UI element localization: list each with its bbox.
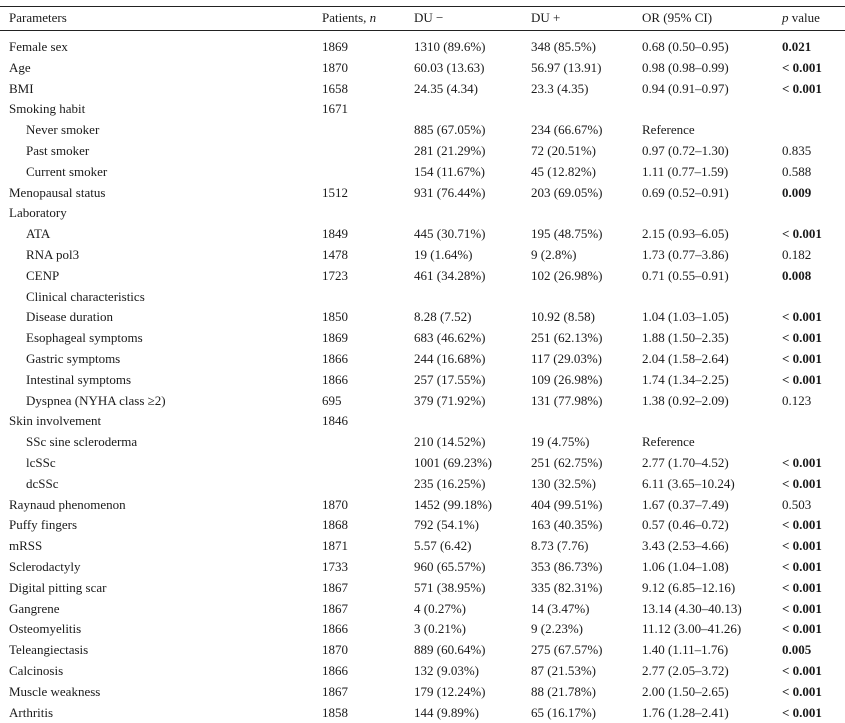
table-row <box>0 557 845 578</box>
row-or: Reference <box>642 434 695 450</box>
row-du-plus: 87 (21.53%) <box>531 663 596 678</box>
row-patients: 1671 <box>322 101 348 117</box>
row-p-value: 0.182 <box>782 247 812 262</box>
table-row <box>0 578 845 599</box>
row-parameter: Gastric symptoms <box>26 351 121 366</box>
row-patients: 1478 <box>322 247 348 262</box>
row-patients: 1871 <box>322 538 348 554</box>
row-p-value: < 0.001 <box>782 663 822 678</box>
row-patients: 1733 <box>322 559 348 574</box>
row-parameter: Never smoker <box>26 122 100 138</box>
row-patients: 1868 <box>322 517 348 533</box>
row-or: 2.00 (1.50–2.65) <box>642 683 729 699</box>
row-du-plus: 404 (99.51%) <box>531 496 603 512</box>
row-parameter: Menopausal status <box>9 184 106 200</box>
row-or: 1.38 (0.92–2.09) <box>642 392 729 408</box>
row-p-value: 0.021 <box>782 39 812 54</box>
table-row <box>0 266 845 287</box>
row-parameter: Smoking habit <box>9 101 86 117</box>
row-parameter: Esophageal symptoms <box>26 330 143 346</box>
row-patients: 1858 <box>322 704 348 720</box>
table-row <box>0 141 845 162</box>
table-row <box>0 245 845 266</box>
row-p-value: 0.008 <box>782 267 812 283</box>
row-du-plus: 353 (86.73%) <box>531 559 603 574</box>
row-du-minus: 1310 (89.6%) <box>414 39 486 54</box>
row-du-plus: 65 (16.17%) <box>531 704 596 720</box>
row-parameter: Muscle weakness <box>9 683 101 699</box>
row-parameter: Raynaud phenomenon <box>9 496 126 512</box>
row-or: 9.12 (6.85–12.16) <box>642 579 736 595</box>
row-du-minus: 154 (11.67%) <box>414 163 486 179</box>
row-p-value: < 0.001 <box>782 538 822 554</box>
row-parameter: SSc sine scleroderma <box>26 434 138 450</box>
row-p-value: < 0.001 <box>782 330 822 346</box>
row-or: 2.15 (0.93–6.05) <box>642 226 729 242</box>
row-du-plus: 10.92 (8.58) <box>531 309 595 325</box>
header-p-value <box>782 7 820 29</box>
row-p-value: 0.005 <box>782 642 812 658</box>
row-patients: 1867 <box>322 600 348 616</box>
row-p-value: < 0.001 <box>782 621 822 637</box>
row-or: 13.14 (4.30–40.13) <box>642 600 742 616</box>
row-parameter: mRSS <box>9 538 43 554</box>
row-patients: 1512 <box>322 184 348 200</box>
row-p-value: 0.503 <box>782 496 812 512</box>
row-or: 2.04 (1.58–2.64) <box>642 351 729 366</box>
row-du-minus: 683 (46.62%) <box>414 330 486 346</box>
row-parameter: Dyspnea (NYHA class ≥2) <box>26 392 166 408</box>
row-du-plus: 348 (85.5%) <box>531 39 596 54</box>
row-or: 1.76 (1.28–2.41) <box>642 704 729 720</box>
row-parameter: Gangrene <box>9 600 60 616</box>
table-row <box>0 619 845 640</box>
row-du-plus: 8.73 (7.76) <box>531 538 589 554</box>
table-row <box>0 287 845 308</box>
row-patients: 1869 <box>322 330 348 346</box>
row-p-value: < 0.001 <box>782 559 822 574</box>
row-parameter: Intestinal symptoms <box>26 371 132 387</box>
row-p-value: < 0.001 <box>782 579 822 595</box>
row-du-minus: 960 (65.57%) <box>414 559 486 574</box>
row-p-value: 0.123 <box>782 392 812 408</box>
row-p-value: < 0.001 <box>782 600 822 616</box>
row-p-value: < 0.001 <box>782 455 822 470</box>
header-du-minus: DU − <box>414 10 444 25</box>
row-parameter: Sclerodactyly <box>9 559 81 574</box>
row-du-plus: 109 (26.98%) <box>531 371 603 387</box>
row-patients: 1867 <box>322 579 348 595</box>
table-row <box>0 79 845 100</box>
row-p-value: < 0.001 <box>782 351 822 366</box>
row-or: 1.06 (1.04–1.08) <box>642 559 729 574</box>
table-row <box>0 307 845 328</box>
row-du-minus: 210 (14.52%) <box>414 434 486 450</box>
row-p-value: < 0.001 <box>782 80 822 96</box>
row-du-plus: 23.3 (4.35) <box>531 80 589 96</box>
table-row <box>0 203 845 224</box>
row-du-plus: 335 (82.31%) <box>531 579 603 595</box>
row-du-minus: 235 (16.25%) <box>414 475 486 491</box>
row-du-minus: 461 (34.28%) <box>414 267 486 283</box>
row-or: 1.73 (0.77–3.86) <box>642 247 729 262</box>
row-patients: 1723 <box>322 267 348 283</box>
row-du-minus: 1452 (99.18%) <box>414 496 492 512</box>
row-du-plus: 102 (26.98%) <box>531 267 603 283</box>
row-parameter: Clinical characteristics <box>26 288 145 304</box>
table-row <box>0 391 845 412</box>
row-p-value: < 0.001 <box>782 371 822 387</box>
row-parameter: Calcinosis <box>9 663 64 678</box>
row-du-plus: 72 (20.51%) <box>531 143 596 158</box>
row-parameter: Teleangiectasis <box>9 642 89 658</box>
table-row <box>0 474 845 495</box>
row-or: 11.12 (3.00–41.26) <box>642 621 742 637</box>
row-parameter: RNA pol3 <box>26 247 80 262</box>
row-parameter: Puffy fingers <box>9 517 78 533</box>
row-parameter: Female sex <box>9 39 68 54</box>
row-parameter: Age <box>9 59 31 75</box>
row-p-value: < 0.001 <box>782 683 822 699</box>
row-patients: 1869 <box>322 39 348 54</box>
row-or: 0.57 (0.46–0.72) <box>642 517 729 533</box>
row-p-value: < 0.001 <box>782 226 822 242</box>
table-row <box>0 703 845 723</box>
row-du-minus: 571 (38.95%) <box>414 579 486 595</box>
row-patients: 695 <box>322 392 342 408</box>
row-parameter: Current smoker <box>26 163 108 179</box>
row-du-minus: 19 (1.64%) <box>414 247 473 262</box>
row-parameter: dcSSc <box>26 475 59 491</box>
row-du-plus: 9 (2.8%) <box>531 247 577 262</box>
row-du-plus: 14 (3.47%) <box>531 600 590 616</box>
row-parameter: Arthritis <box>9 704 54 720</box>
row-parameter: Laboratory <box>9 205 67 221</box>
row-patients: 1870 <box>322 59 348 75</box>
table-row <box>0 120 845 141</box>
row-parameter: Disease duration <box>26 309 114 325</box>
row-du-plus: 9 (2.23%) <box>531 621 583 637</box>
row-du-plus: 56.97 (13.91) <box>531 59 602 75</box>
row-du-minus: 1001 (69.23%) <box>414 455 492 470</box>
row-or: 1.11 (0.77–1.59) <box>642 163 729 179</box>
header-du-plus: DU + <box>531 10 561 25</box>
row-du-plus: 130 (32.5%) <box>531 475 596 491</box>
row-patients: 1866 <box>322 351 348 366</box>
header-patients-n: n <box>369 10 377 25</box>
row-du-plus: 45 (12.82%) <box>531 163 596 179</box>
row-du-plus: 88 (21.78%) <box>531 683 596 699</box>
row-parameter: Osteomyelitis <box>9 621 82 637</box>
row-parameter: Past smoker <box>26 143 90 158</box>
row-p-value: < 0.001 <box>782 475 822 491</box>
row-parameter: Digital pitting scar <box>9 579 107 595</box>
row-du-minus: 132 (9.03%) <box>414 663 479 678</box>
row-or: 2.77 (1.70–4.52) <box>642 455 729 470</box>
table-row <box>0 661 845 682</box>
table-row <box>0 224 845 245</box>
row-or: 6.11 (3.65–10.24) <box>642 475 735 491</box>
row-parameter: ATA <box>26 226 51 242</box>
header-or: OR (95% CI) <box>642 10 713 25</box>
row-du-minus: 792 (54.1%) <box>414 517 479 533</box>
row-patients: 1866 <box>322 663 348 678</box>
row-du-plus: 203 (69.05%) <box>531 184 603 200</box>
row-du-plus: 131 (77.98%) <box>531 392 603 408</box>
row-or: 0.94 (0.91–0.97) <box>642 80 729 96</box>
row-or: Reference <box>642 122 695 138</box>
row-du-minus: 445 (30.71%) <box>414 226 486 242</box>
table-header <box>0 7 845 29</box>
row-parameter: Skin involvement <box>9 413 102 429</box>
row-or: 1.67 (0.37–7.49) <box>642 496 729 512</box>
row-du-plus: 19 (4.75%) <box>531 434 590 450</box>
row-patients: 1849 <box>322 226 348 242</box>
row-du-minus: 4 (0.27%) <box>414 600 466 616</box>
row-du-minus: 889 (60.64%) <box>414 642 486 658</box>
table-row <box>0 349 845 370</box>
row-du-plus: 251 (62.13%) <box>531 330 603 346</box>
table-row <box>0 328 845 349</box>
table-row <box>0 432 845 453</box>
row-du-minus: 244 (16.68%) <box>414 351 486 366</box>
row-p-value: < 0.001 <box>782 517 822 533</box>
table-row <box>0 99 845 120</box>
header-p-rest: value <box>788 10 820 25</box>
table-row <box>0 515 845 536</box>
table-row <box>0 682 845 703</box>
row-patients: 1850 <box>322 309 348 325</box>
table-row <box>0 599 845 620</box>
table-row <box>0 640 845 661</box>
row-du-plus: 195 (48.75%) <box>531 226 603 242</box>
row-du-minus: 3 (0.21%) <box>414 621 466 637</box>
row-patients: 1866 <box>322 371 348 387</box>
row-or: 0.68 (0.50–0.95) <box>642 39 729 54</box>
header-patients <box>322 7 376 29</box>
row-du-minus: 60.03 (13.63) <box>414 59 485 75</box>
row-p-value: 0.009 <box>782 184 812 200</box>
row-patients: 1866 <box>322 621 348 637</box>
row-p-value: < 0.001 <box>782 59 822 75</box>
row-du-plus: 117 (29.03%) <box>531 351 603 366</box>
table-row <box>0 495 845 516</box>
row-patients: 1658 <box>322 80 348 96</box>
row-or: 1.04 (1.03–1.05) <box>642 309 729 325</box>
row-du-minus: 257 (17.55%) <box>414 371 486 387</box>
row-or: 0.98 (0.98–0.99) <box>642 59 729 75</box>
table-row <box>0 411 845 432</box>
table-row <box>0 58 845 79</box>
table-row <box>0 183 845 204</box>
row-du-minus: 179 (12.24%) <box>414 683 486 699</box>
row-or: 3.43 (2.53–4.66) <box>642 538 729 554</box>
row-du-minus: 144 (9.89%) <box>414 704 479 720</box>
row-p-value: 0.588 <box>782 163 812 179</box>
row-p-value: < 0.001 <box>782 704 822 720</box>
row-or: 2.77 (2.05–3.72) <box>642 663 729 678</box>
row-patients: 1867 <box>322 683 348 699</box>
header-rule <box>0 30 845 31</box>
header-parameters: Parameters <box>9 10 67 25</box>
table-row <box>0 37 845 58</box>
row-du-minus: 8.28 (7.52) <box>414 309 472 325</box>
row-patients: 1870 <box>322 496 348 512</box>
row-or: 1.88 (1.50–2.35) <box>642 330 729 346</box>
row-p-value: < 0.001 <box>782 309 822 325</box>
table-row <box>0 370 845 391</box>
header-p-italic: p <box>782 10 789 25</box>
row-du-minus: 931 (76.44%) <box>414 184 486 200</box>
row-du-minus: 885 (67.05%) <box>414 122 486 138</box>
table-row <box>0 453 845 474</box>
row-or: 0.69 (0.52–0.91) <box>642 184 729 200</box>
row-parameter: BMI <box>9 80 34 96</box>
row-or: 0.71 (0.55–0.91) <box>642 267 729 283</box>
row-du-plus: 163 (40.35%) <box>531 517 603 533</box>
row-du-minus: 5.57 (6.42) <box>414 538 472 554</box>
row-parameter: CENP <box>26 267 60 283</box>
row-du-plus: 251 (62.75%) <box>531 455 603 470</box>
row-or: 1.74 (1.34–2.25) <box>642 371 729 387</box>
row-or: 1.40 (1.11–1.76) <box>642 642 729 658</box>
row-du-minus: 281 (21.29%) <box>414 143 486 158</box>
table-row <box>0 162 845 183</box>
row-du-minus: 379 (71.92%) <box>414 392 486 408</box>
row-p-value: 0.835 <box>782 143 812 158</box>
row-du-plus: 275 (67.57%) <box>531 642 603 658</box>
row-du-plus: 234 (66.67%) <box>531 122 603 138</box>
row-patients: 1846 <box>322 413 348 429</box>
header-patients-label: Patients, <box>322 10 370 25</box>
table-row <box>0 536 845 557</box>
row-parameter: lcSSc <box>26 455 56 470</box>
row-patients: 1870 <box>322 642 348 658</box>
row-du-minus: 24.35 (4.34) <box>414 80 478 96</box>
row-or: 0.97 (0.72–1.30) <box>642 143 729 158</box>
